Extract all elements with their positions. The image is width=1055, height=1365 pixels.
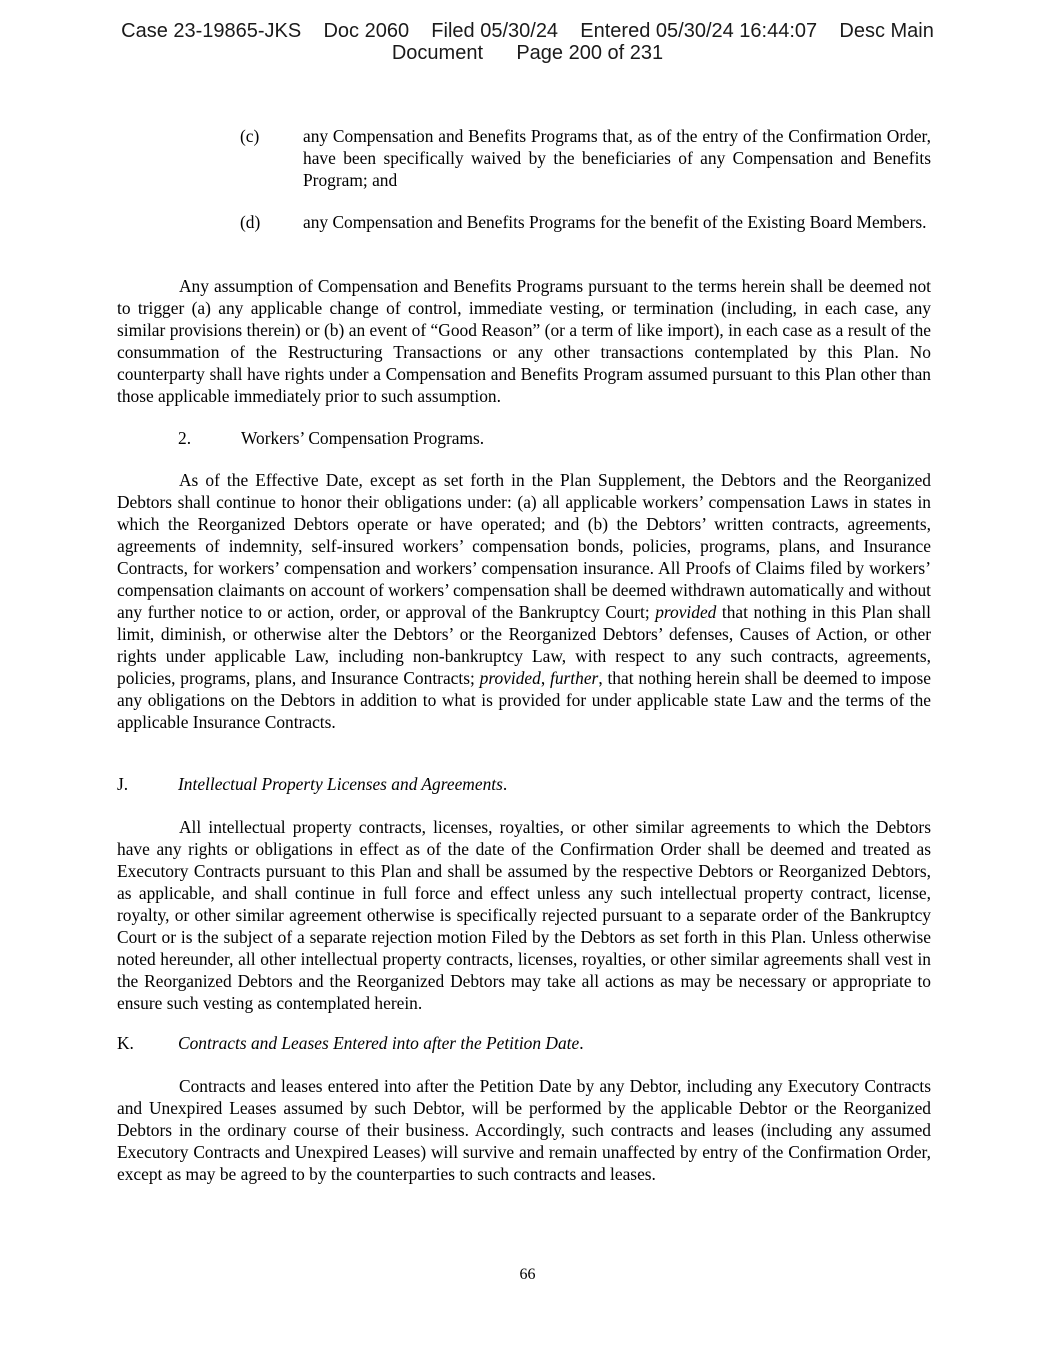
- text-run: ,: [540, 668, 550, 688]
- court-filing-header: [0, 20, 1055, 64]
- text-run: that nothing in this Plan shall limit, diminish, or otherwise alter the Debtors’ or the Reorganized Debtors’ defenses, Causes of Action, or other rights under applicable Law, including non-bankruptcy Law, with respect to any such contracts, agreements, policies, programs, plans, and Insurance Contracts;: [117, 602, 931, 688]
- text-run-italic: provided: [655, 602, 717, 622]
- page-number: 66: [519, 1266, 536, 1283]
- section-title: Workers’ Compensation Programs.: [241, 428, 485, 448]
- paragraph-contracts-leases: Contracts and leases entered into after the Petition Date by any Debtor, including any Executory Contracts and Unexpired Leases assumed by such Debtor, will be performed by the applicable Debtor or the Reorganized Debtors in the ordinary course of their business. Accordingly, such contracts and leases (including any assumed Executory Contracts and Unexpired Leases) will survive and remain unaffected by entry of the Confirmation Order, except as may be agreed to by the counterparties to such contracts and leases.: [117, 1076, 931, 1184]
- section-number: 2.: [178, 428, 192, 448]
- header-document-line: Document Page 200 of 231: [391, 42, 664, 64]
- section-title-text: Contracts and Leases Entered into after the Petition Date: [178, 1033, 580, 1053]
- section-title: [178, 773, 507, 795]
- text-run: , that nothing herein shall be deemed to impose any obligations on the Debtors in addition to what is provided for under applicable state Law and the terms of the applicable Insurance Contracts.: [117, 668, 931, 732]
- list-item-text: any Compensation and Benefits Programs for the benefit of the Existing Board Members.: [303, 212, 927, 232]
- section-title: [178, 1032, 584, 1054]
- list-item-label: (c): [240, 126, 260, 146]
- list-item-d: [240, 211, 931, 233]
- text-run: As of the Effective Date, except as set forth in the Plan Supplement, the Debtors and the Reorganized Debtors shall continue to honor their obligations under: (a) all applicable workers’ compensation Laws in states in which the Reorganized Debtors operate or have operated; and (b) the Debtors’ written contracts, agreements, agreements of indemnity, self-insured workers’ compensation bonds, policies, programs, plans, and Insurance Contracts, for workers’ compensation and workers’ compensation insurance. All Proofs of Claims filed by workers’ compensation claimants on account of workers’ compensation shall be deemed withdrawn automatically and without any further notice to or action, order, or approval of the Bankruptcy Court;: [117, 470, 931, 622]
- header-case-line: Case 23-19865-JKS Doc 2060 Filed 05/30/24 Entered 05/30/24 16:44:07 Desc Main: [121, 20, 934, 42]
- paragraph-intellectual-property: All intellectual property contracts, licenses, royalties, or other similar agreements to which the Debtors have any rights or obligations in effect as of the date of the Confirmation Order shall be deemed and treated as Executory Contracts pursuant to this Plan and shall be assumed by the respective Debtors or Reorganized Debtors, as applicable, and shall continue in full force and effect unless any such intellectual property contract, license, royalty, or other similar agreement otherwise is specifically rejected pursuant to a separate order of the Bankruptcy Court or is the subject of a separate rejection motion Filed by the Debtors as set forth in this Plan. Unless otherwise noted hereunder, all other intellectual property contracts, licenses, royalties, or other similar agreements shall vest in the Reorganized Debtors and the Reorganized Debtors may take all actions as may be necessary or appropriate to ensure such vesting as contemplated herein.: [117, 817, 931, 1013]
- paragraph-assumption: Any assumption of Compensation and Benefits Programs pursuant to the terms herein shall be deemed not to trigger (a) any applicable change of control, immediate vesting, or termination (including, in each case, any similar provisions therein) or (b) an event of “Good Reason” (or a term of like import), in each case as a result of the consummation of the Restructuring Transactions or any other transactions contemplated by this Plan. No counterparty shall have rights under a Compensation and Benefits Program assumed pursuant to this Plan other than those applicable immediately prior to such assumption.: [117, 276, 931, 406]
- text-run-italic: further: [550, 668, 599, 688]
- section-title-period: .: [502, 774, 508, 794]
- section-title-text: Intellectual Property Licenses and Agreements: [178, 774, 503, 794]
- list-item-text: any Compensation and Benefits Programs that, as of the entry of the Confirmation Order, have been specifically waived by the beneficiaries of any Compensation and Benefits Program; and: [303, 126, 931, 190]
- list-item-label: (d): [240, 212, 261, 232]
- paragraph-workers-compensation: [117, 469, 931, 733]
- section-title-period: .: [579, 1033, 584, 1053]
- list-item-c: [240, 125, 931, 191]
- text-run-italic: provided: [479, 668, 541, 688]
- section-letter: J.: [117, 774, 129, 794]
- section-letter: K.: [117, 1033, 134, 1053]
